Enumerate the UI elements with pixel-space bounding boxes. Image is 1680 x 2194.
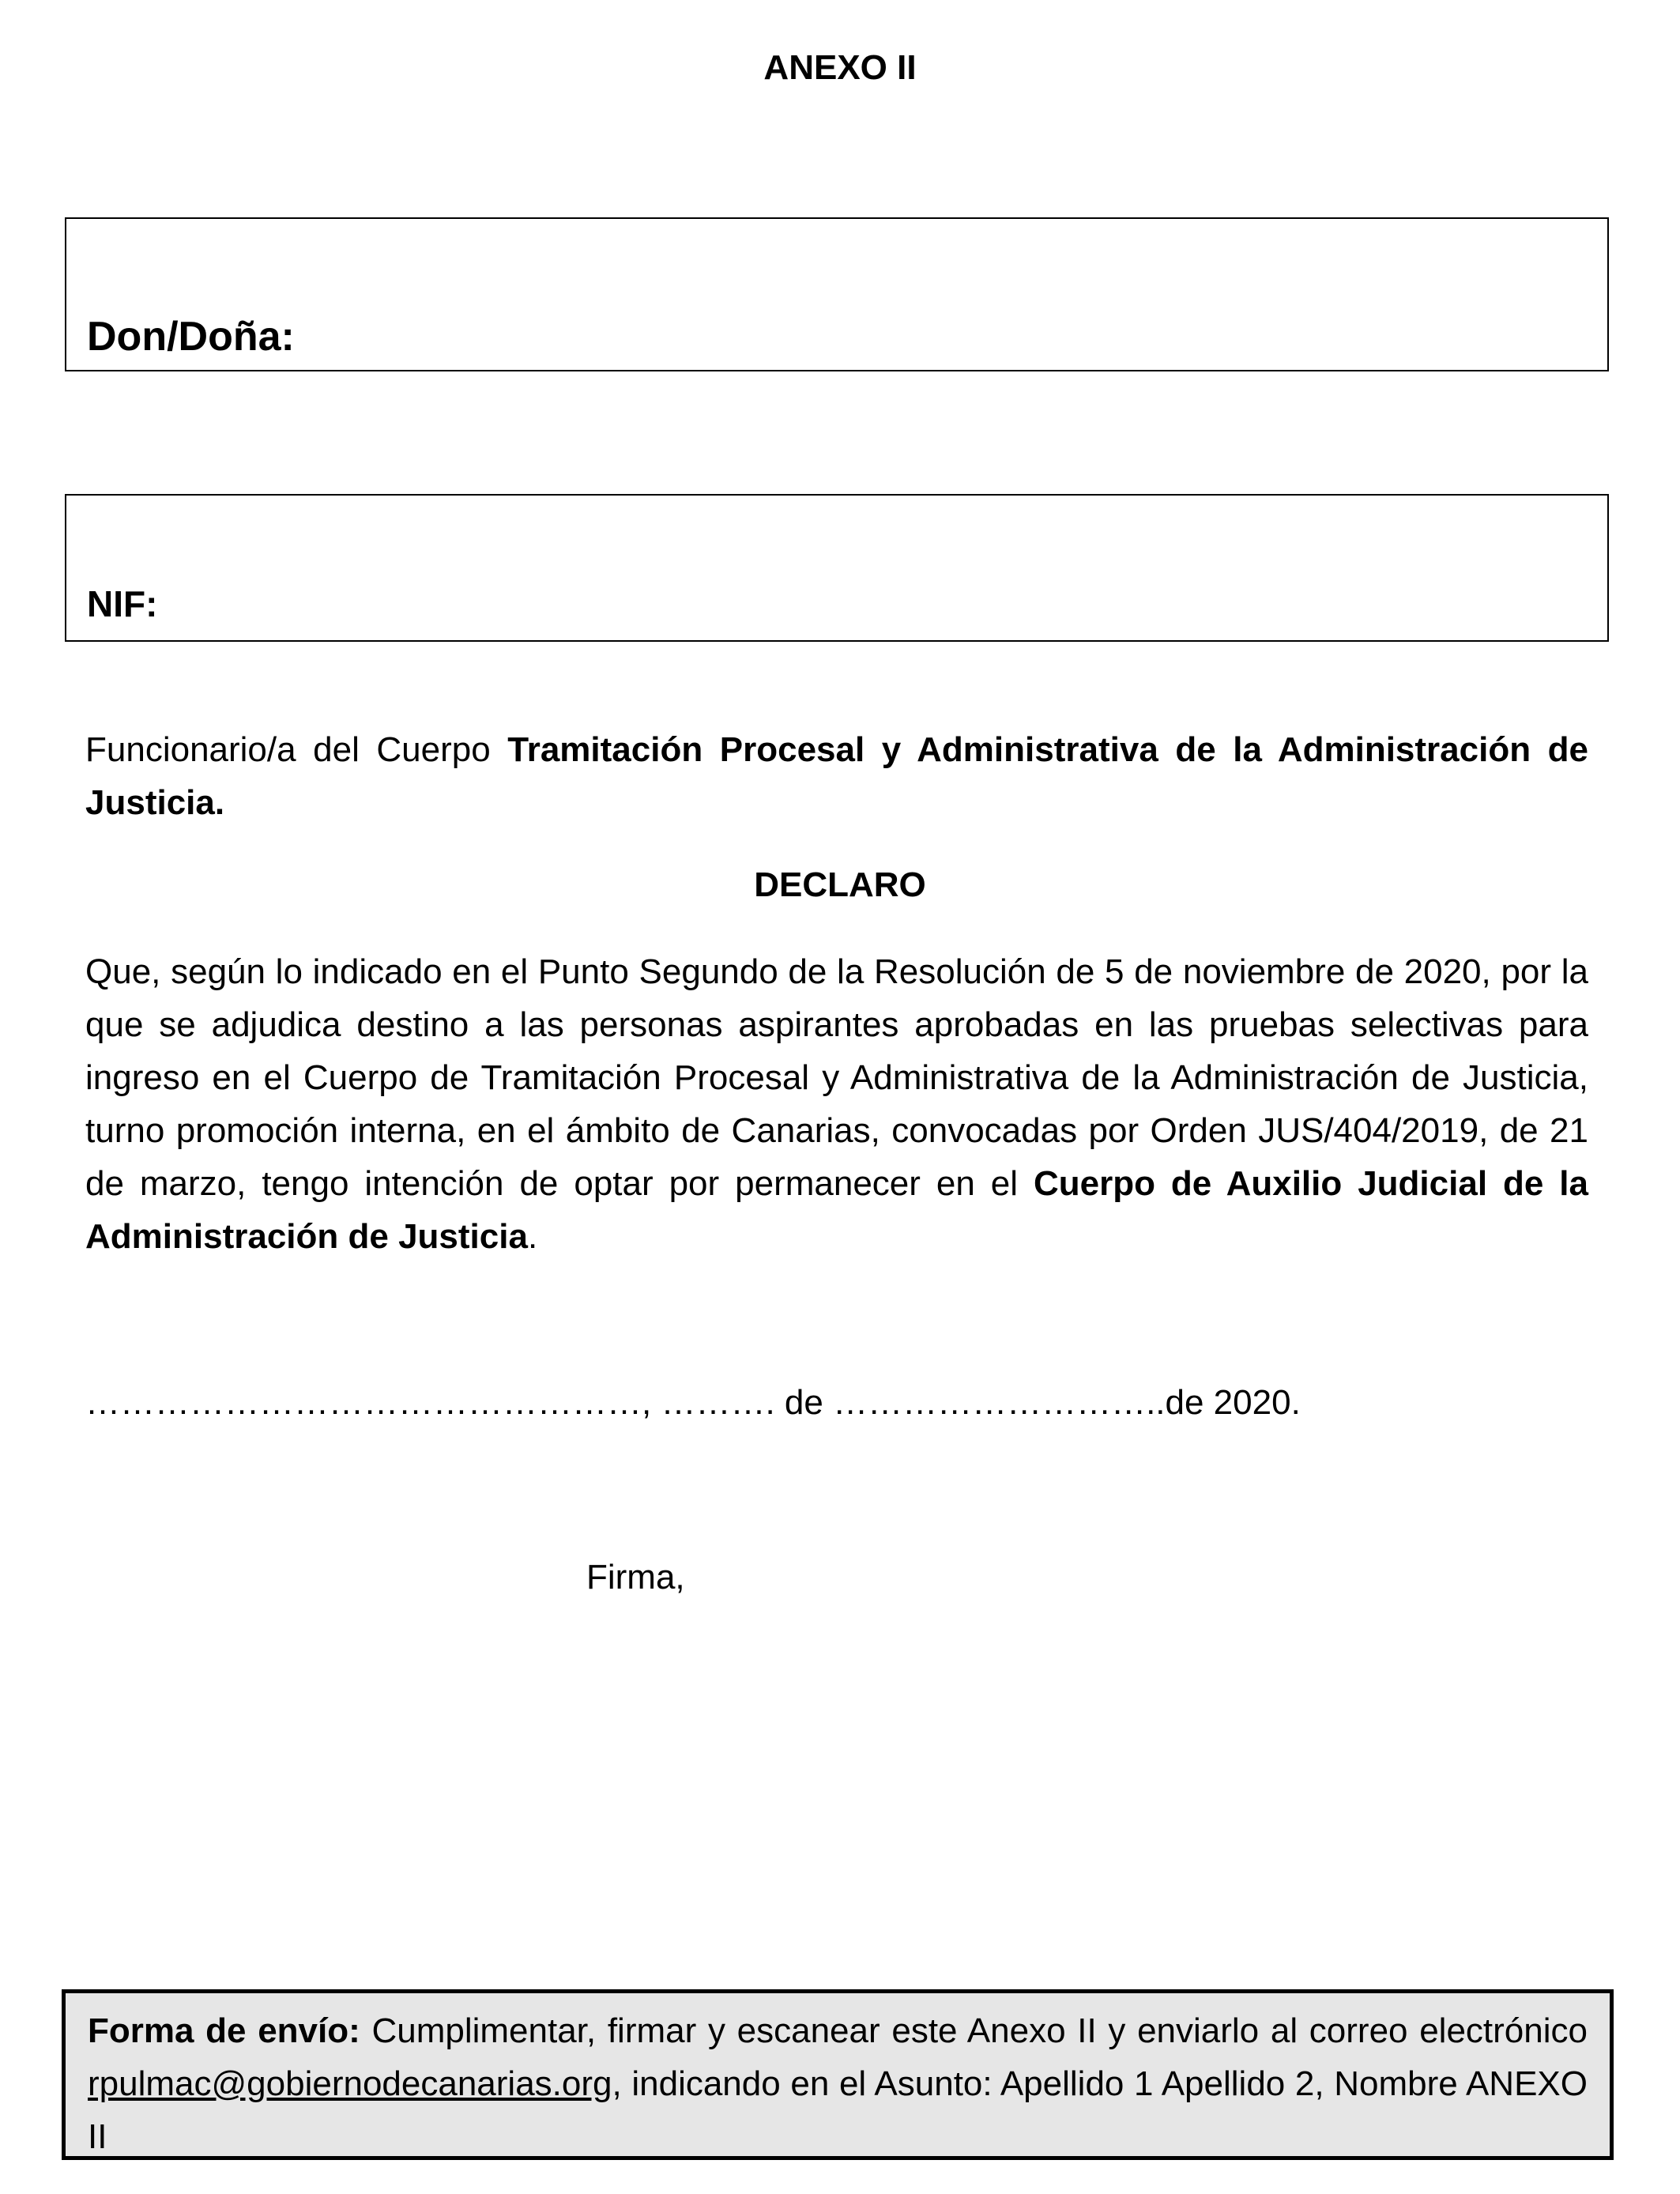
statement-end: . xyxy=(527,1217,538,1256)
statement-text: Que, según lo indicado en el Punto Segundo de la Resolución de 5 de noviembre de 2020, por la que se adjudica destino a las personas aspirantes aprobadas en las pruebas selectivas para ingreso en el Cuerpo de Tramitación Procesal y Administrativa de la Administración de Justicia, turno promoción interna, en el ámbito de Canarias, convocadas por Orden JUS/404/2019, de 21 de marzo, tengo intención de optar por permanecer en el xyxy=(85,952,1588,1203)
nif-field-box[interactable] xyxy=(65,494,1609,642)
nif-field-label: NIF: xyxy=(87,583,158,624)
date-line: …………………………………………, ………. de ………………………..de 2020. xyxy=(85,1383,1301,1422)
statement-corps-name: Cuerpo de Auxilio Judicial de la Administración de Justicia xyxy=(85,1164,1588,1256)
signature-label: Firma, xyxy=(586,1558,685,1596)
intro-prefix: Funcionario/a del Cuerpo xyxy=(85,730,508,769)
name-field-box[interactable] xyxy=(65,217,1609,371)
declaro-heading: DECLARO xyxy=(754,865,926,904)
submission-label: Forma de envío: xyxy=(88,2011,360,2050)
name-field-label: Don/Doña: xyxy=(87,314,295,360)
intro-corps-name: Tramitación Procesal y Administrativa de la Administración de Justicia. xyxy=(85,730,1588,822)
submission-text-end: , indicando en el Asunto: Apellido 1 Apellido 2, Nombre ANEXO II xyxy=(88,2064,1588,2156)
email-link[interactable]: rpulmac@gobiernodecanarias.org xyxy=(88,2064,612,2103)
document-title: ANEXO II xyxy=(763,48,917,87)
intro-paragraph xyxy=(85,723,1588,829)
submission-text: Cumplimentar, firmar y escanear este Anexo II y enviarlo al correo electrónico xyxy=(360,2011,1588,2050)
submission-instructions-box xyxy=(62,1989,1614,2160)
statement-paragraph xyxy=(85,945,1588,1263)
